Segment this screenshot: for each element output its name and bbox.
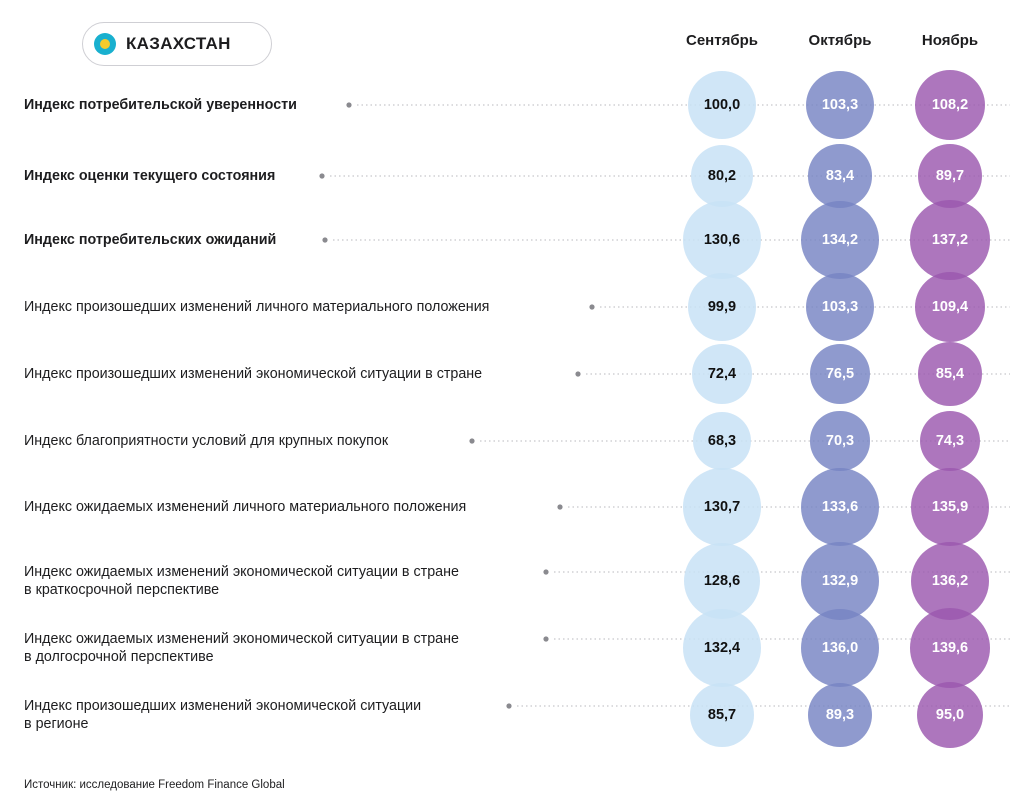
bubble-november: 108,2 [915,70,985,140]
bubble-november: 139,6 [910,608,990,688]
bubble-november: 135,9 [911,468,990,547]
row-label-line: в регионе [24,716,89,732]
bubble-november: 95,0 [917,682,984,749]
bubble-october: 103,3 [806,71,875,140]
bubble-september: 99,9 [688,273,756,341]
leader-bullet [346,102,351,107]
row-label-line: Индекс потребительских ожиданий [24,232,277,248]
bubble-october: 136,0 [801,609,880,688]
row-label [24,96,297,114]
bubble-september: 80,2 [691,145,753,207]
leader-bullet [322,237,327,242]
leader-bullet [506,703,511,708]
bubble-november: 137,2 [910,200,989,279]
row-label-line: Индекс оценки текущего состояния [24,168,276,184]
column-header-september: Сентябрь [686,32,758,49]
row-label-line: в долгосрочной перспективе [24,649,214,665]
bubble-september: 72,4 [692,344,752,404]
bubble-november: 89,7 [918,144,983,209]
row-label [24,167,275,185]
bubble-september: 68,3 [693,412,751,470]
column-header-november: Ноябрь [921,32,979,49]
row-label [24,563,459,599]
leader-bullet [319,173,324,178]
row-label-line: Индекс ожидаемых изменений экономической ситуации в стране [24,631,459,647]
row-label-line: в краткосрочной перспективе [24,582,220,598]
country-name: КАЗАХСТАН [126,34,231,53]
bubble-october: 103,3 [806,273,875,342]
bubble-november: 109,4 [915,272,986,343]
row-label-line: Индекс произошедших изменений личного материального положения [24,299,490,315]
leader-bullet [543,636,548,641]
row-label-line: Индекс потребительской уверенности [24,97,297,113]
bubble-september: 132,4 [683,609,761,687]
leader-bullet [543,569,548,574]
leader-bullet [469,438,474,443]
bubble-october: 76,5 [810,344,871,405]
row-label [24,630,459,666]
leader-bullet [575,371,580,376]
column-header-october: Октябрь [808,32,872,49]
bubble-september: 130,7 [683,468,760,545]
source-note: Источник: исследование Freedom Finance Global [24,779,285,791]
row-label-line: Индекс ожидаемых изменений личного материального положения [24,499,467,515]
row-label-line: Индекс ожидаемых изменений экономической ситуации в стране [24,564,459,580]
row-label [24,498,466,516]
bubble-november: 74,3 [920,411,980,471]
leader-bullet [589,304,594,309]
row-label [24,298,489,316]
bubble-october: 134,2 [801,201,879,279]
bubble-november: 136,2 [911,542,990,621]
row-label-line: Индекс произошедших изменений экономической ситуации в стране [24,366,483,382]
bubble-october: 83,4 [808,144,871,207]
leader-bullet [557,504,562,509]
bubble-september: 128,6 [684,543,761,620]
row-label-line: Индекс произошедших изменений экономической ситуации [24,698,422,714]
bubble-october: 70,3 [810,411,869,470]
row-label [24,697,421,733]
bubble-october: 132,9 [801,542,879,620]
bubble-november: 85,4 [918,342,982,406]
row-label [24,365,482,383]
bubble-october: 89,3 [808,683,873,748]
bubble-september: 85,7 [690,683,754,747]
bubble-september: 100,0 [688,71,756,139]
bubble-october: 133,6 [801,468,879,546]
row-label-line: Индекс благоприятности условий для крупных покупок [24,433,389,449]
bubble-september: 130,6 [683,201,760,278]
row-label [24,432,388,450]
row-label [24,231,276,249]
